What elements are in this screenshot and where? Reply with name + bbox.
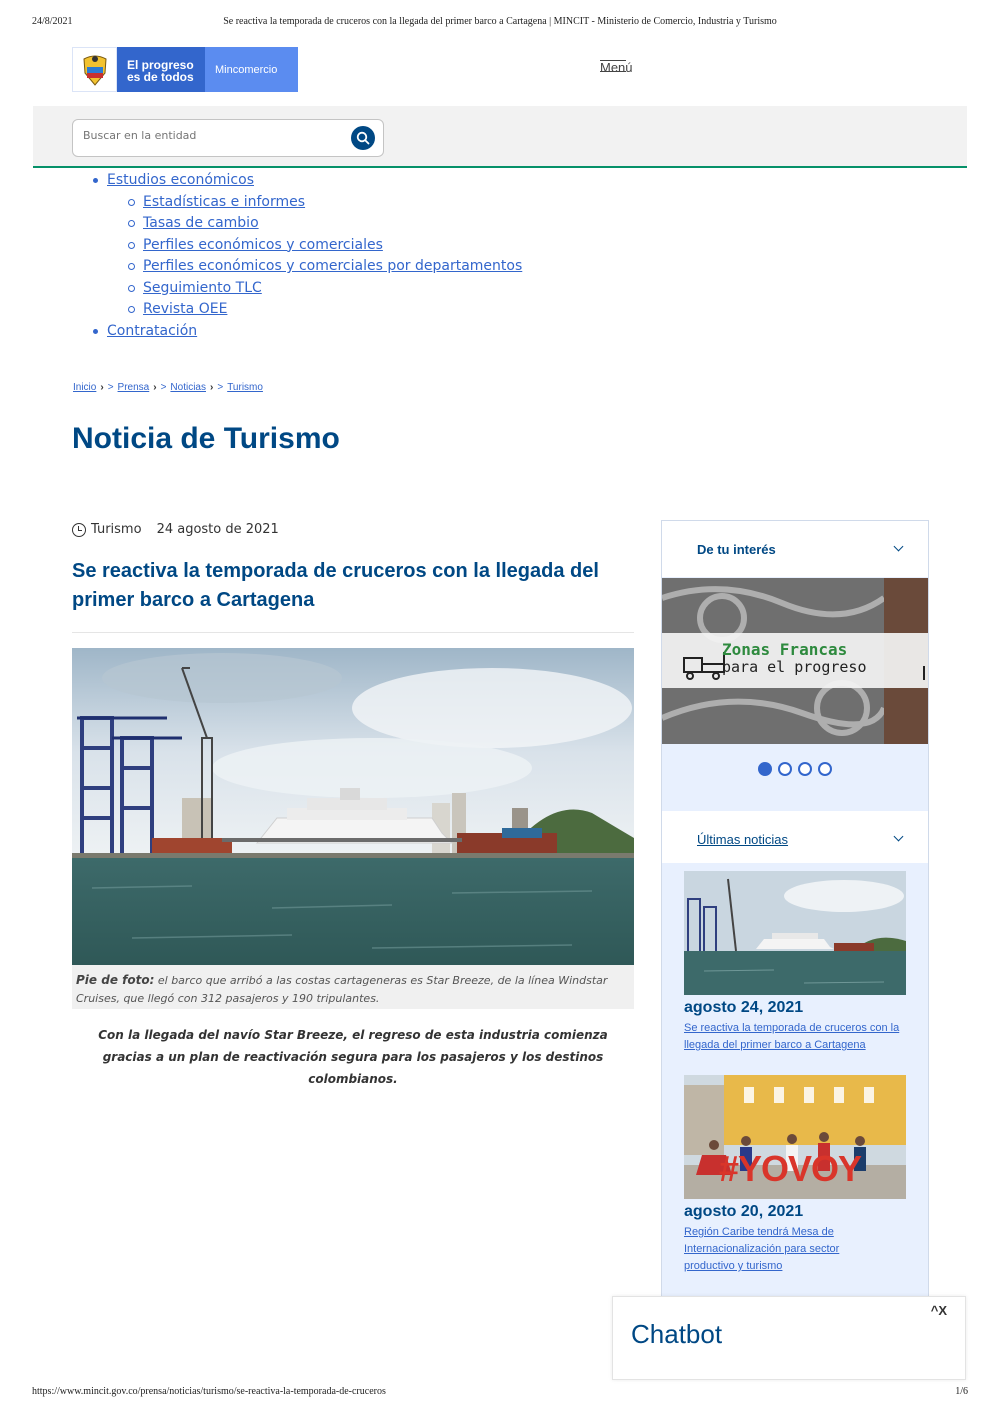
news-photo-text: #YOVOY (719, 1148, 862, 1189)
nav-subitem (92, 256, 522, 278)
print-url: https://www.mincit.gov.co/prensa/noticias/turismo/se-reactiva-la-temporada-de-cruceros (32, 1386, 386, 1397)
banner-line-1: Zonas Francas (722, 640, 848, 659)
news-link[interactable]: Se reactiva la temporada de cruceros con la llegada del primer barco a Cartagena (684, 1022, 900, 1051)
print-title: Se reactiva la temporada de cruceros con la llegada del primer barco a Cartagena | MINCIT - Ministerio de Comercio, Industria y Turismo (223, 16, 777, 27)
carousel-dots (758, 762, 832, 776)
breadcrumb (73, 382, 263, 393)
photo-caption (72, 965, 634, 1009)
nav-subitem (92, 235, 522, 257)
nav-link-exchange-rates[interactable]: Tasas de cambio (143, 215, 259, 231)
slogan-line-2: es de todos (127, 70, 194, 84)
news-date: agosto 24, 2021 (684, 999, 804, 1016)
nav-link-statistics[interactable]: Estadísticas e informes (143, 193, 306, 210)
nav-link-tlc[interactable]: Seguimiento TLC (143, 279, 262, 296)
nav-item-contracting (92, 321, 522, 343)
promo-banner[interactable] (662, 578, 928, 744)
slogan (117, 47, 205, 92)
search-button[interactable] (351, 126, 375, 150)
chevron-right-icon: › (100, 382, 104, 393)
carousel-dot[interactable] (758, 762, 772, 776)
nav-subitem (92, 299, 522, 321)
latest-news-header[interactable] (662, 811, 928, 863)
nav-link-oee-magazine[interactable]: Revista OEE (143, 301, 228, 317)
print-page-number: 1/6 (955, 1386, 968, 1397)
latest-news-title: Últimas noticias (697, 832, 789, 847)
divider (72, 632, 634, 633)
chevron-down-icon (894, 542, 904, 552)
breadcrumb-news[interactable]: Noticias (170, 382, 206, 393)
carousel-dot[interactable] (778, 762, 792, 776)
carousel-dot[interactable] (818, 762, 832, 776)
news-link[interactable]: Región Caribe tendrá Mesa de Internacionalización para sector productivo y turismo (684, 1226, 840, 1272)
chevron-right-icon: > (160, 382, 167, 393)
chevron-down-icon (894, 832, 904, 842)
article-category: Turismo (91, 522, 142, 537)
nav-list (92, 170, 522, 342)
caption-label: Pie de foto: (76, 973, 155, 987)
menu-label: Menú (600, 60, 633, 75)
menu-button[interactable] (600, 60, 633, 75)
nav-subitem (92, 213, 522, 235)
chatbot-label: Chatbot (631, 1319, 723, 1349)
article-lead: Con la llegada del navío Star Breeze, el regreso de esta industria comienza gracias a un plan de reactivación segura para los pasajeros y los destinos colombianos. (98, 1028, 608, 1086)
news-thumbnail[interactable] (684, 871, 906, 995)
interest-header[interactable] (662, 521, 928, 577)
carousel-dot[interactable] (798, 762, 812, 776)
article-headline: Se reactiva la temporada de cruceros con la llegada del primer barco a Cartagena (72, 560, 599, 611)
article-photo (72, 648, 634, 965)
article-date: 24 agosto de 2021 (156, 522, 279, 537)
sidebar (661, 520, 929, 1300)
nav-link-profiles-by-department[interactable]: Perfiles económicos y comerciales por departamentos (143, 258, 523, 274)
nav-subitem (92, 192, 522, 214)
banner-line-2: para el progreso (722, 658, 867, 676)
news-thumbnail[interactable] (684, 1075, 906, 1199)
breadcrumb-tourism[interactable]: Turismo (227, 382, 263, 393)
search-box (72, 119, 384, 157)
site-logo[interactable] (72, 47, 298, 92)
print-footer (32, 1386, 968, 1397)
interest-title: De tu interés (697, 542, 776, 557)
chevron-right-icon: > (107, 382, 114, 393)
clock-icon (72, 523, 86, 537)
chevron-right-icon: › (153, 382, 157, 393)
nav-item-studies (92, 170, 522, 192)
chevron-right-icon: > (217, 382, 224, 393)
chevron-right-icon: › (210, 382, 214, 393)
news-date: agosto 20, 2021 (684, 1203, 804, 1220)
breadcrumb-home[interactable]: Inicio (73, 382, 97, 393)
chatbot-close-button[interactable]: ^X (930, 1303, 947, 1318)
page-title: Noticia de Turismo (72, 422, 340, 455)
search-bar (33, 106, 967, 168)
search-icon (356, 131, 370, 145)
breadcrumb-press[interactable]: Prensa (117, 382, 150, 393)
article-meta (72, 522, 279, 537)
nav-link-studies[interactable]: Estudios económicos (107, 172, 254, 188)
slogan-line-1: El progreso (127, 58, 194, 72)
entity-name: Mincomercio (205, 47, 298, 92)
nav-link-economic-profiles[interactable]: Perfiles económicos y comerciales (143, 236, 383, 253)
nav-subitem (92, 278, 522, 300)
coat-of-arms-icon (72, 47, 117, 92)
nav-link-contracting[interactable]: Contratación (107, 322, 198, 339)
caption-text: el barco que arribó a las costas cartageneras es Star Breeze, de la línea Windstar Cruises, que llegó con 312 pasajeros y 190 tripulantes. (76, 974, 608, 1005)
hamburger-icon (600, 60, 626, 72)
print-date: 24/8/2021 (32, 16, 73, 27)
search-input[interactable] (83, 129, 343, 142)
chatbot-widget[interactable] (612, 1296, 966, 1380)
